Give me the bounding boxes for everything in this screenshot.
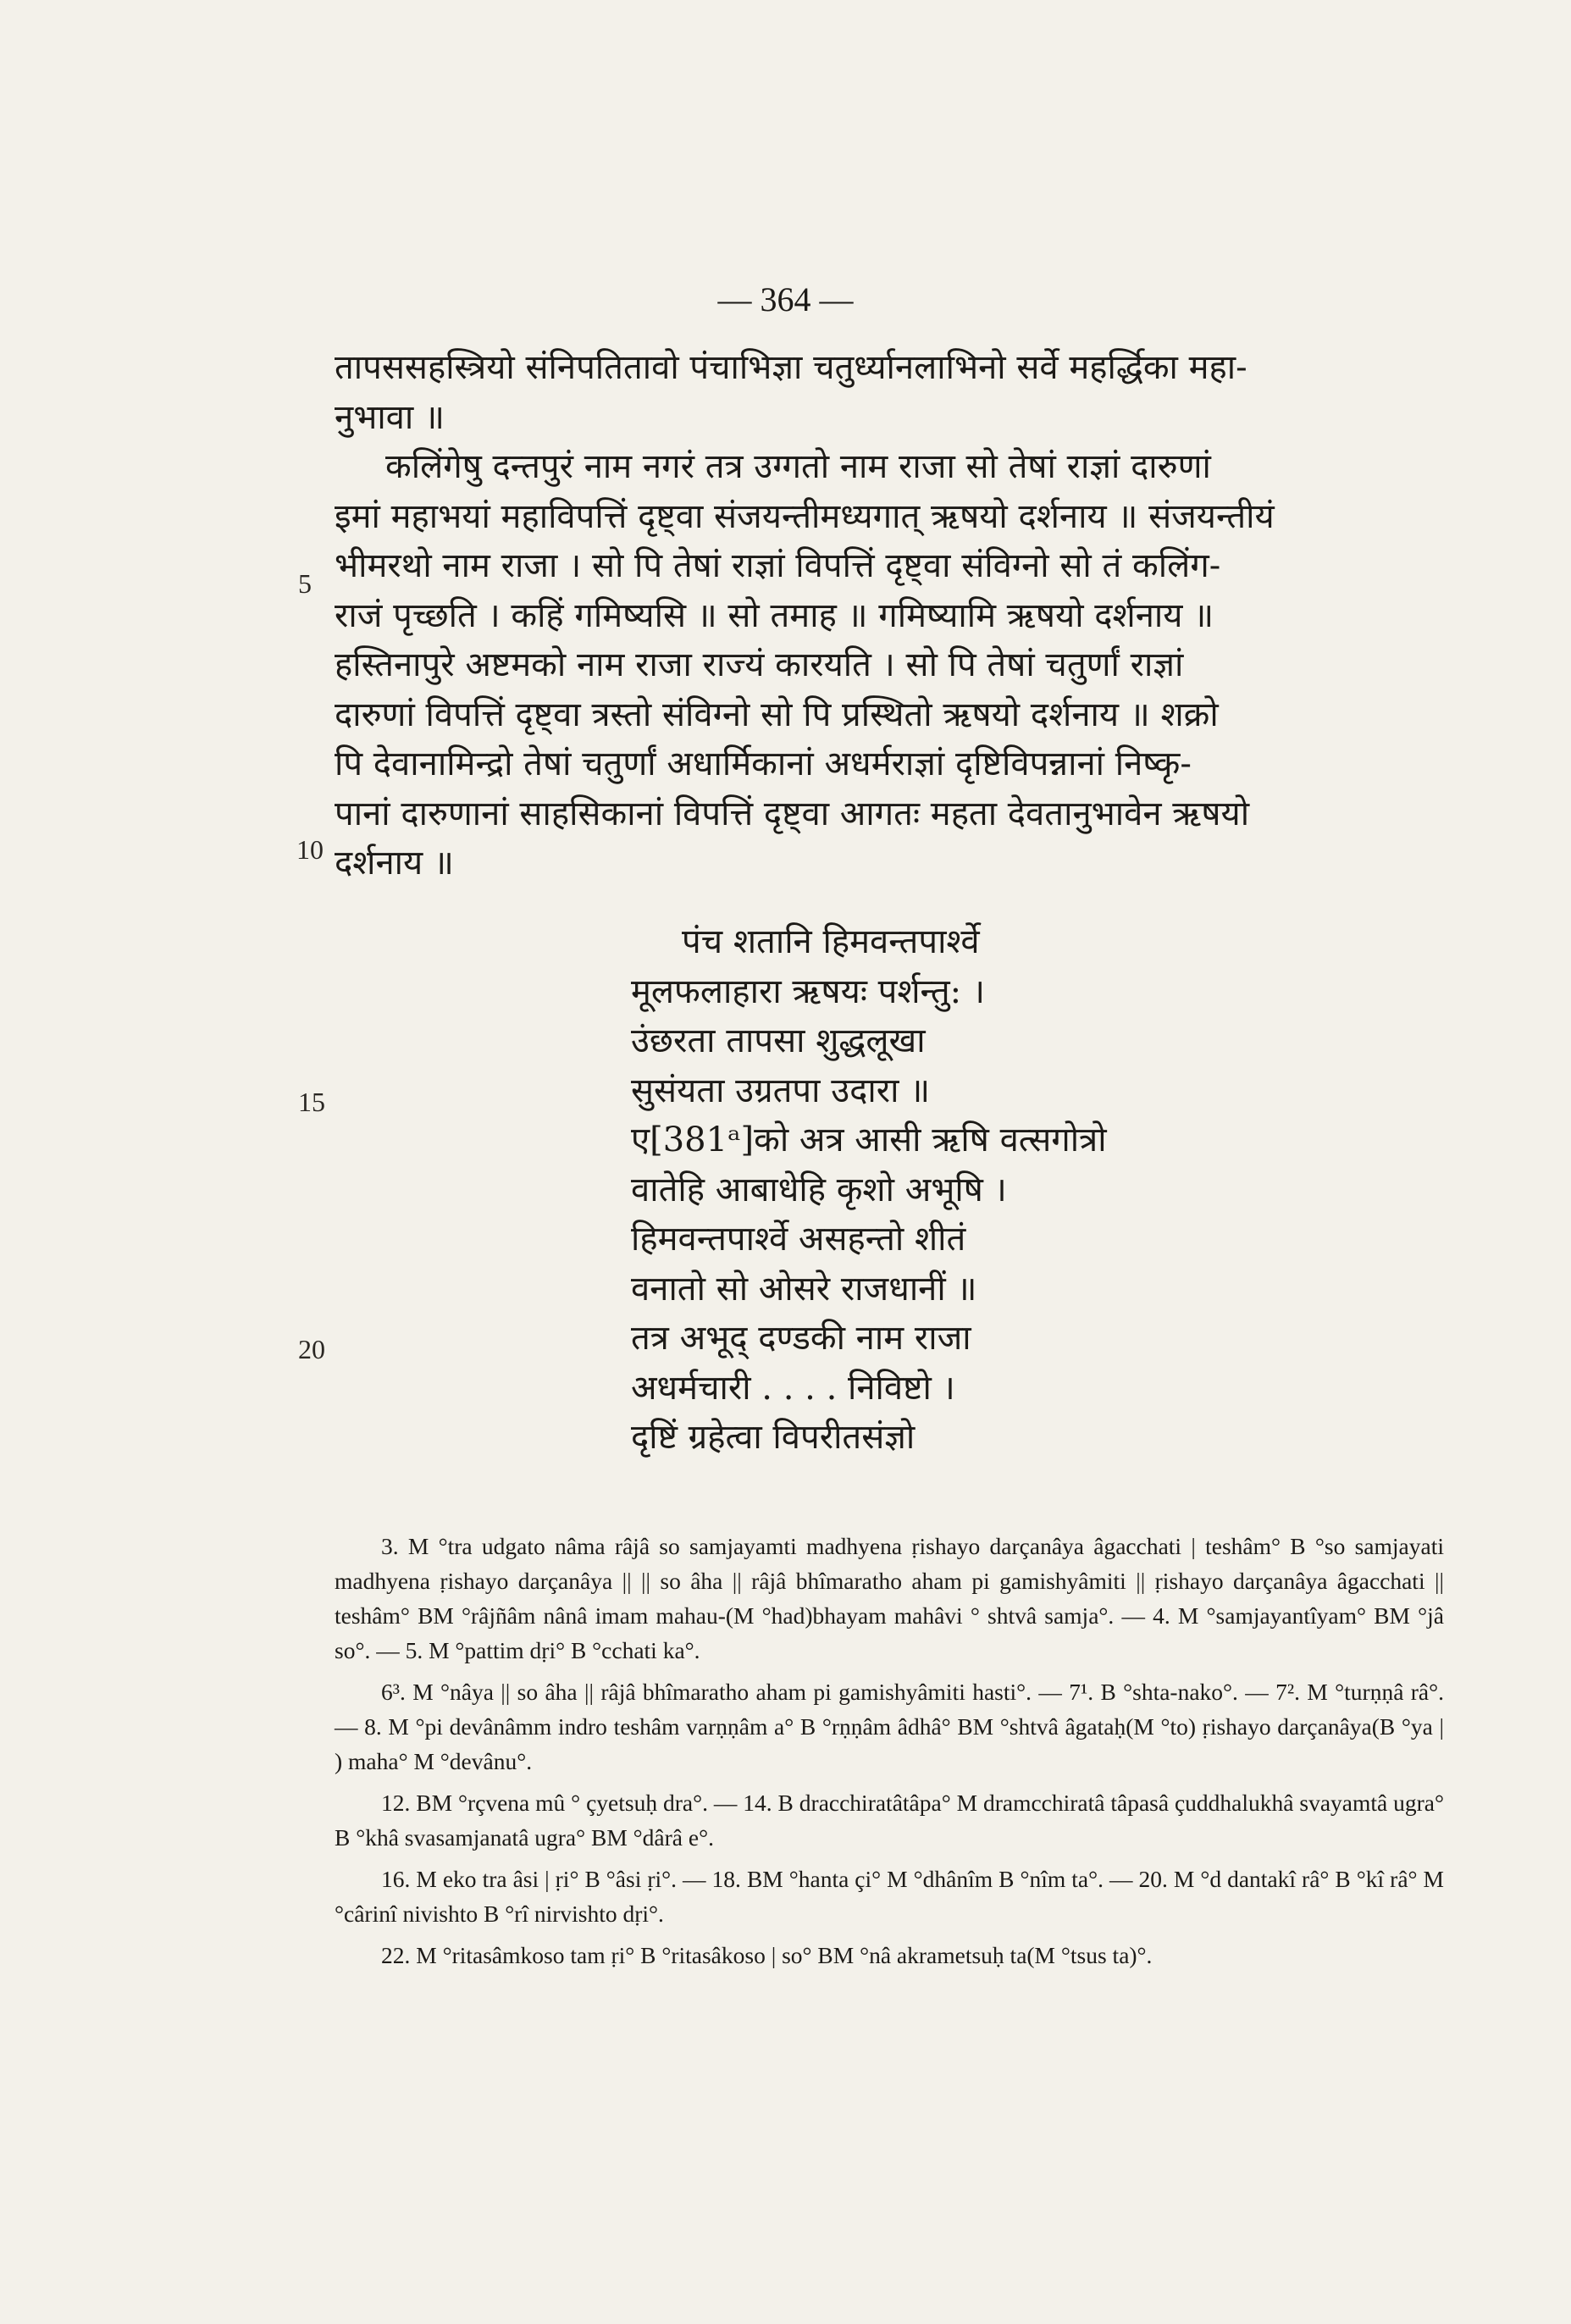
footnotes [335, 1529, 1444, 1979]
verse-line: उंछरता तापसा शुद्धलूखा [631, 1021, 926, 1060]
verse-line: मूलफलाहारा ऋषयः पर्शन्तु: । [631, 971, 986, 1011]
line-number: 5 [298, 568, 312, 599]
verse-line: ए[381ᵃ]को अत्र आसी ऋषि वत्सगोत्रो [631, 1120, 1107, 1159]
line-number: 15 [298, 1087, 325, 1117]
footnote: 16. M eko tra âsi | ṛi° B °âsi ṛi°. — 18. BM °hanta çi° M °dhânîm B °nîm ta°. — 20. M °d dantakî râ° B °kî râ° M °cârinî nivishto B °rî nirvishto dṛi°. [335, 1866, 1444, 1927]
prose-line: नुभावा ॥ [335, 397, 445, 437]
verse-line: पंच शतानि हिमवन्तपार्श्वे [682, 922, 980, 961]
footnote: 22. M °ritasâmkoso tam ṛi° B °ritasâkoso | so° BM °nâ akrametsuḥ ta(M °tsus ta)°. [381, 1942, 1153, 1968]
prose-line: तापससहस्त्रियो संनिपतितावो पंचाभिज्ञा चतुर्ध्यानलाभिनो सर्वे महर्द्धिका महा- [335, 348, 1247, 387]
footnote: 12. BM °rçvena mû ° çyetsuḥ dra°. — 14. B dracchiratâtâpa° M dramcchiratâ tâpasâ çuddhalukhâ svayamtâ ugra° B °khâ svasamjanatâ ugra° BM °dârâ e°. [335, 1790, 1444, 1851]
verse-line: हिमवन्तपार्श्वे असहन्तो शीतं [631, 1220, 966, 1259]
prose-line: राजं पृच्छति । कहिं गमिष्यसि ॥ सो तमाह ॥ गमिष्यामि ऋषयो दर्शनाय ॥ [335, 595, 1214, 635]
verse-line: अधर्मचारी . . . . निविष्टो । [631, 1368, 955, 1408]
verse-line: वनातो सो ओसरे राजधानीं ॥ [631, 1269, 977, 1309]
verse-line: वातेहि आबाधेहि कृशो अभूषि । [631, 1170, 1007, 1209]
prose-line: पानां दारुणानां साहसिकानां विपत्तिं दृष्ट्वा आगतः महता देवतानुभावेन ऋषयो [335, 794, 1250, 833]
prose-block [335, 343, 1444, 888]
verse-line: सुसंयता उग्रतपा उदारा ॥ [631, 1071, 931, 1110]
prose-line: दर्शनाय ॥ [335, 844, 454, 883]
prose-line: हस्तिनापुरे अष्टमको नाम राजा राज्यं कारयति । सो पि तेषां चतुर्णां राज्ञां [335, 645, 1184, 684]
page-number: — 364 — [717, 280, 854, 318]
prose-line: इमां महाभयां महाविपत्तिं दृष्ट्वा संजयन्तीमध्यगात् ऋषयो दर्शनाय ॥ संजयन्तीयं [335, 496, 1275, 536]
verse-line: तत्र अभूद् दण्डकी नाम राजा [631, 1319, 971, 1358]
footnote: 3. M °tra udgato nâma râjâ so samjayamti madhyena ṛishayo darçanâya âgacchati | teshâm° B °so samjayati madhyena ṛishayo darçanâya || || so âha || râjâ bhîmaratho aham pi gamishyâmiti || ṛishayo darçanâya âgacchati || teshâm° BM °râjñâm nânâ imam mahau-(M °had)bhayam mahâvi ° shtvâ samja°. — 4. M °samjayantîyam° BM °jâ so°. — 5. M °pattim dṛi° B °cchati ka°. [335, 1533, 1444, 1663]
line-number: 10 [296, 834, 324, 865]
prose-line: कलिंगेषु दन्तपुरं नाम नगरं तत्र उग्गतो नाम राजा सो तेषां राज्ञां दारुणां [385, 447, 1211, 486]
verse-line: दृष्टिं ग्रहेत्वा विपरीतसंज्ञो [631, 1418, 915, 1457]
verse-block [631, 917, 1393, 1463]
footnote: 6³. M °nâya || so âha || râjâ bhîmaratho aham pi gamishyâmiti hasti°. — 7¹. B °shta-nako°. — 7². M °turṇṇâ râ°. — 8. M °pi devânâmm indro teshâm varṇṇâm a° B °rṇṇâm âdhâ° BM °shtvâ âgataḥ(M °to) ṛishayo darçanâya(B °ya | ) maha° M °devânu°. [335, 1679, 1444, 1774]
line-number: 20 [298, 1334, 325, 1364]
prose-line: भीमरथो नाम राजा । सो पि तेषां राज्ञां विपत्तिं दृष्ट्वा संविग्नो सो तं कलिंग- [335, 546, 1221, 585]
prose-line: पि देवानामिन्द्रो तेषां चतुर्णां अधार्मिकानां अधर्मराज्ञां दृष्टिविपन्नानां निष्कृ- [335, 744, 1192, 783]
prose-line: दारुणां विपत्तिं दृष्ट्वा त्रस्तो संविग्नो सो पि प्रस्थितो ऋषयो दर्शनाय ॥ शक्रो [335, 694, 1219, 734]
